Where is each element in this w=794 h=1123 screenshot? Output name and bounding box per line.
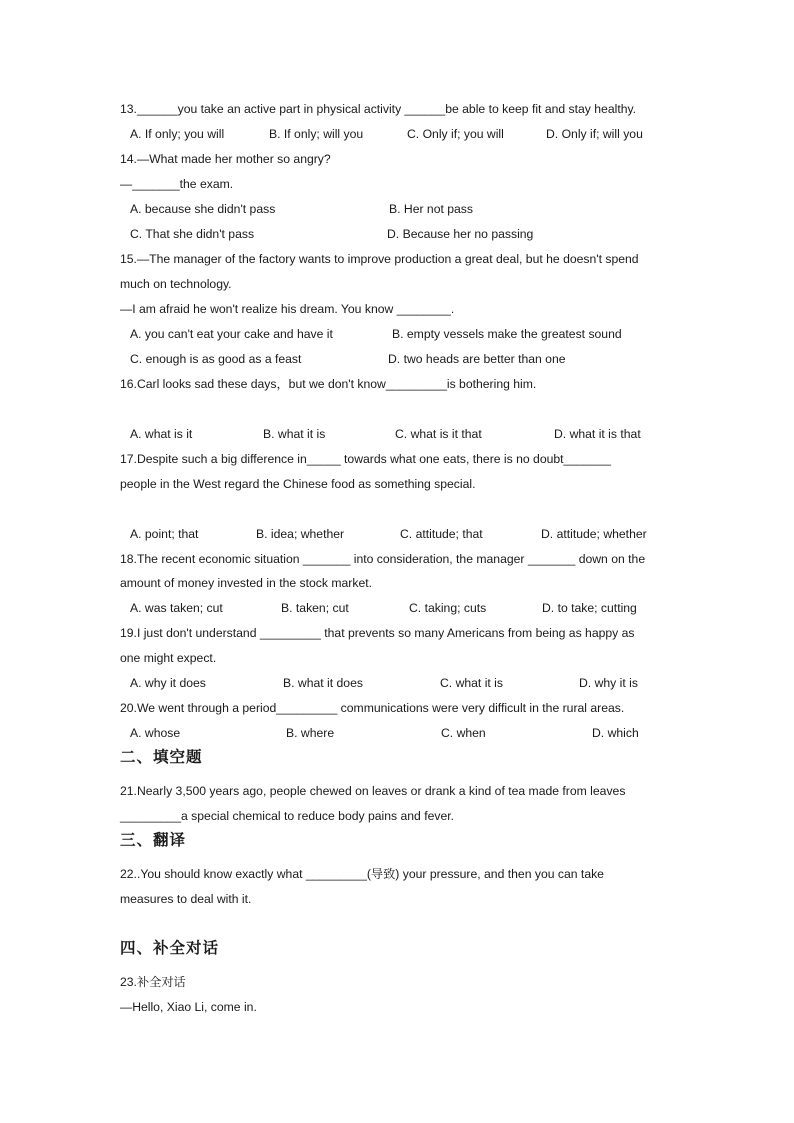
q16-option-a: A. what is it xyxy=(130,427,193,441)
section-heading-dialogue: 四、补全对话 xyxy=(120,939,220,957)
q21-line1: 21.Nearly 3,500 years ago, people chewed on leaves or drank a kind of tea made from leaves xyxy=(120,784,626,798)
q14-option-b: B. Her not pass xyxy=(389,202,473,216)
q18-option-a: A. was taken; cut xyxy=(130,601,223,615)
q19-option-b: B. what it does xyxy=(283,676,363,690)
q15-stem-line2: much on technology. xyxy=(120,277,232,291)
q17-option-a: A. point; that xyxy=(130,527,199,541)
q17-option-b: B. idea; whether xyxy=(256,527,345,541)
q15-option-b: B. empty vessels make the greatest sound xyxy=(392,327,622,341)
q17-option-c: C. attitude; that xyxy=(400,527,483,541)
q22-line2: measures to deal with it. xyxy=(120,892,252,906)
q14-response: —_______the exam. xyxy=(120,177,234,191)
q17-stem-line1: 17.Despite such a big difference in_____ towards what one eats, there is no doubt_______ xyxy=(120,452,612,466)
q15-response: —I am afraid he won't realize his dream. You know ________. xyxy=(120,302,455,316)
q16-option-d: D. what it is that xyxy=(554,427,641,441)
q17-option-d: D. attitude; whether xyxy=(541,527,647,541)
q20-option-a: A. whose xyxy=(130,726,181,740)
q23-title: 23.补全对话 xyxy=(120,975,186,989)
q20-stem: 20.We went through a period_________ communications were very difficult in the rural areas. xyxy=(120,701,625,715)
q23-dialogue-line: —Hello, Xiao Li, come in. xyxy=(120,1000,257,1014)
q18-option-c: C. taking; cuts xyxy=(409,601,487,615)
q15-option-a: A. you can't eat your cake and have it xyxy=(130,327,333,341)
q18-option-b: B. taken; cut xyxy=(281,601,349,615)
q19-option-d: D. why it is xyxy=(579,676,638,690)
q14-option-c: C. That she didn't pass xyxy=(130,227,255,241)
q19-stem-line2: one might expect. xyxy=(120,651,217,665)
q13-stem: 13.______you take an active part in physical activity ______be able to keep fit and stay healthy. xyxy=(120,102,637,116)
section-heading-translation: 三、翻译 xyxy=(120,831,187,849)
q13-option-c: C. Only if; you will xyxy=(407,127,504,141)
q21-line2: _________a special chemical to reduce body pains and fever. xyxy=(120,809,455,823)
q13-option-b: B. If only; will you xyxy=(269,127,364,141)
q20-option-b: B. where xyxy=(286,726,335,740)
q18-stem-line2: amount of money invested in the stock market. xyxy=(120,576,372,590)
q14-stem: 14.—What made her mother so angry? xyxy=(120,152,331,166)
q16-option-c: C. what is it that xyxy=(395,427,482,441)
q16-stem: 16.Carl looks sad these days，but we don't know_________is bothering him. xyxy=(120,377,537,391)
q20-option-c: C. when xyxy=(441,726,486,740)
q19-option-c: C. what it is xyxy=(440,676,503,690)
q15-stem-line1: 15.—The manager of the factory wants to improve production a great deal, but he doesn't spend xyxy=(120,252,639,266)
q22-line1: 22..You should know exactly what _________(导致) your pressure, and then you can take xyxy=(120,867,604,881)
q20-option-d: D. which xyxy=(592,726,639,740)
q18-option-d: D. to take; cutting xyxy=(542,601,637,615)
q15-option-c: C. enough is as good as a feast xyxy=(130,352,302,366)
q19-option-a: A. why it does xyxy=(130,676,206,690)
q14-option-d: D. Because her no passing xyxy=(387,227,534,241)
q19-stem-line1: 19.I just don't understand _________ that prevents so many Americans from being as happy as xyxy=(120,626,635,640)
q16-option-b: B. what it is xyxy=(263,427,326,441)
q15-option-d: D. two heads are better than one xyxy=(388,352,566,366)
q17-stem-line2: people in the West regard the Chinese food as something special. xyxy=(120,477,476,491)
section-heading-fill-in: 二、填空题 xyxy=(120,748,203,766)
q14-option-a: A. because she didn't pass xyxy=(130,202,276,216)
q13-option-d: D. Only if; will you xyxy=(546,127,643,141)
q13-option-a: A. If only; you will xyxy=(130,127,225,141)
q18-stem-line1: 18.The recent economic situation _______ into consideration, the manager _______ down on the xyxy=(120,552,646,566)
